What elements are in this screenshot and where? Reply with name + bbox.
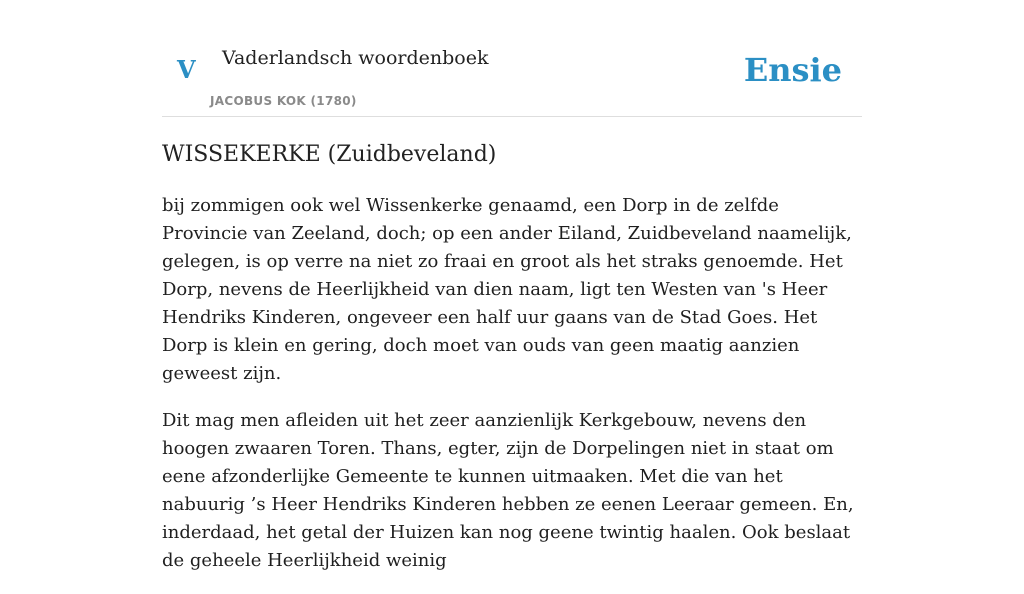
entry-body <box>162 192 862 594</box>
ensie-logo[interactable]: Ensie <box>743 51 842 89</box>
page-header <box>162 0 862 117</box>
entry-paragraph: bij zommigen ook wel Wissenkerke genaamd, een Dorp in de zelfde Provincie van Zeeland, doch; op een ander Eiland, Zuidbeveland naamelijk, gelegen, is op verre na niet zo fraai en groot als het straks genoemde. Het Dorp, nevens de Heerlijkheid van dien naam, ligt ten Westen van 's Heer Hendriks Kinderen, ongeveer een half uur gaans van de Stad Goes. Het Dorp is klein en gering, doch moet van ouds van geen maatig aanzien geweest zijn. <box>162 195 852 384</box>
entry-title: WISSEKERKE (Zuidbeveland) <box>162 142 497 167</box>
book-title[interactable]: Vaderlandsch woordenboek <box>222 47 489 69</box>
book-letter-icon: V <box>177 55 196 84</box>
book-author: JACOBUS KOK (1780) <box>210 94 357 108</box>
article-page <box>162 0 862 571</box>
entry-paragraph: Dit mag men afleiden uit het zeer aanzienlijk Kerkgebouw, nevens den hoogen zwaaren Toren. Thans, egter, zijn de Dorpelingen niet in staat om eene afzonderlijke Gemeente te kunnen uitmaaken. Met die van het nabuurig ’s Heer Hendriks Kinderen hebben ze eenen Leeraar gemeen. En, inderdaad, het getal der Huizen kan nog geene twintig haalen. Ook beslaat de geheele Heerlijkheid weinig <box>162 410 854 571</box>
